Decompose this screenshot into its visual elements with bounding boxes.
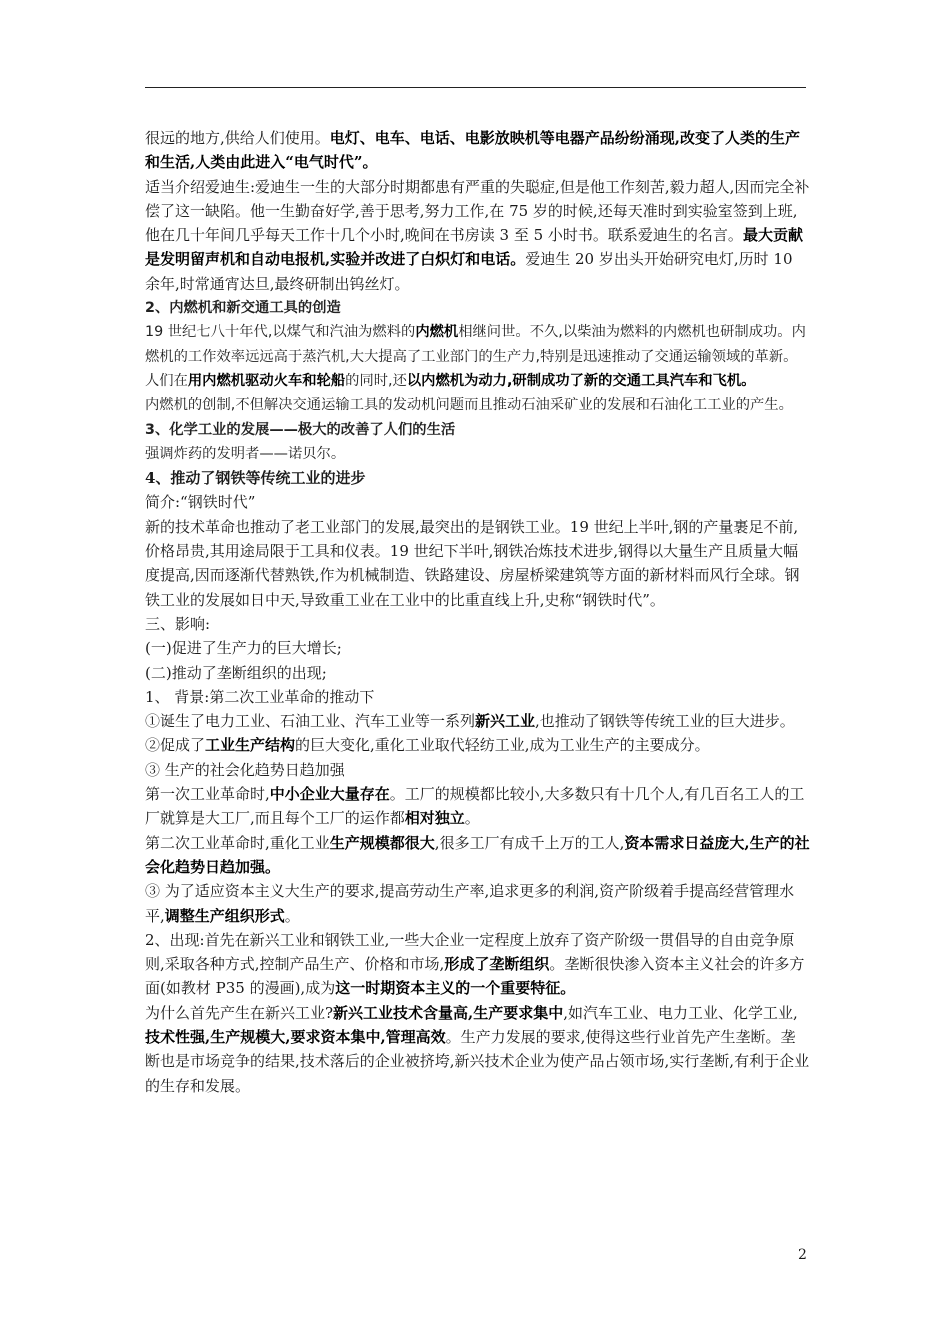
- bold-text: 最大贡献是发明留声机和自动电报机,实验并改进了白炽灯和电话。: [145, 226, 803, 269]
- bold-text: 技术性强,生产规模大,要求资本集中,管理高效: [145, 1027, 446, 1046]
- paragraph: [145, 879, 810, 928]
- bold-text: 新兴工业: [475, 712, 536, 731]
- text: 。生产力发展的要求,使得这些行业首先产生垄断。垄断也是市场竞争的结果,技术落后的企业被挤垮,新兴技术企业为使产品占领市场,实行垄断,有利于企业的生存和发展。: [145, 1027, 810, 1095]
- paragraph: [145, 782, 810, 831]
- text: 。垄断很快渗入资本主义社会的许多方面(如教材 P35 的漫画),成为: [145, 955, 805, 998]
- text: 三、影响:: [145, 614, 211, 633]
- paragraph: [145, 636, 810, 660]
- text: 的同时,还: [345, 372, 407, 389]
- paragraph: [145, 1001, 810, 1098]
- bold-text: 新兴工业技术含量高,生产要求集中: [333, 1003, 564, 1022]
- text: ,很多工厂有成千上万的工人,: [434, 833, 625, 852]
- paragraph: [145, 320, 810, 393]
- text: 很远的地方,供给人们使用。: [145, 129, 330, 147]
- paragraph: [145, 758, 810, 782]
- text: 为什么首先产生在新兴工业?: [145, 1003, 334, 1022]
- bold-text: 内燃机: [415, 324, 459, 341]
- text: (一)促进了生产力的巨大增长;: [145, 639, 342, 658]
- bold-text: 相对独立: [404, 809, 465, 828]
- paragraph: [145, 709, 810, 733]
- text: 第一次工业革命时,: [145, 785, 270, 804]
- bold-text: 这一时期资本主义的一个重要特征。: [335, 979, 576, 998]
- page-number: 2: [798, 1247, 807, 1263]
- text: ③ 为了适应资本主义大生产的要求,提高劳动生产率,追求更多的利润,资产阶级着手提高经营管理水平,: [145, 882, 795, 925]
- text: 19 世纪七八十年代,以煤气和汽油为燃料的: [145, 324, 416, 341]
- text: 4、推动了钢铁等传统工业的进步: [145, 469, 366, 488]
- text: ③ 生产的社会化趋势日趋加强: [145, 760, 345, 779]
- text: 内燃机的创制,不但解决交通运输工具的发动机问题而且推动石油采矿业的发展和石油化工工业的产生。: [145, 397, 793, 414]
- text: 强调炸药的发明者——诺贝尔。: [145, 445, 346, 462]
- paragraph: [145, 831, 810, 880]
- bold-text: 中小企业大量存在: [269, 785, 390, 804]
- bold-text: 以内燃机为动力,研制成功了新的交通工具汽车和飞机。: [406, 372, 756, 389]
- paragraph: [145, 515, 810, 612]
- text: ,也推动了钢铁等传统工业的巨大进步。: [535, 712, 795, 731]
- bold-text: 形成了垄断组织: [444, 955, 550, 974]
- paragraph: [145, 612, 810, 636]
- paragraph: [145, 175, 810, 296]
- text: 相继问世。不久,以柴油为燃料的内燃机也研制成功。内燃机的工作效率远远高于蒸汽机,大大提高了工业部门的生产力,特别是迅速推动了交通运输领域的革新。人们在: [145, 324, 806, 389]
- text: ①诞生了电力工业、石油工业、汽车工业等一系列: [145, 712, 476, 731]
- bold-text: 电灯、电车、电话、电影放映机等电器产品纷纷涌现,改变了人类的生产和生活,人类由此进入“电气时代”。: [145, 129, 801, 172]
- paragraph: [145, 466, 810, 490]
- text: 2、出现:首先在新兴工业和钢铁工业,一些大企业一定程度上放弃了资产阶级一贯倡导的自由竞争原则,采取各种方式,控制产品生产、价格和市场,: [145, 930, 795, 974]
- text: 新的技术革命也推动了老工业部门的发展,最突出的是钢铁工业。19 世纪上半叶,钢的产量裹足不前,价格昂贵,其用途局限于工具和仪表。19 世纪下半叶,钢铁冶炼技术进步,钢得以大量生产且质量大幅度提高,因而逐渐代替熟铁,作为机械制造、铁路建设、房屋桥梁建筑等方面的新材料而风行全球。钢铁工业的发展如日中天,导致重工业在工业中的比重直线上升,史称“钢铁时代”。: [145, 517, 800, 609]
- text: (二)推动了垄断组织的出现;: [145, 663, 327, 682]
- text: 第二次工业革命时,重化工业: [145, 833, 330, 852]
- text: 1、 背景:第二次工业革命的推动下: [145, 687, 375, 706]
- paragraph: [145, 928, 810, 1001]
- bold-text: 资本需求日益庞大,生产的社会化趋势日趋加强。: [145, 833, 810, 876]
- paragraph: [145, 661, 810, 685]
- paragraph: [145, 490, 810, 514]
- bold-text: 用内燃机驱动火车和轮船: [187, 372, 346, 389]
- paragraph: [145, 126, 810, 175]
- text: 2、内燃机和新交通工具的创造: [145, 300, 341, 317]
- text: ②促成了: [145, 736, 206, 755]
- paragraph: [145, 418, 810, 442]
- bold-text: 工业生产结构: [205, 736, 296, 755]
- text: 3、化学工业的发展——极大的改善了人们的生活: [145, 421, 456, 438]
- text: 爱迪生 20 岁出头开始研究电灯,历时 10 余年,时常通宵达旦,最终研制出钨丝灯。: [145, 250, 793, 293]
- text: 。: [284, 906, 300, 925]
- paragraph: [145, 296, 810, 320]
- bold-text: 生产规模都很大: [329, 833, 435, 852]
- text: 的巨大变化,重化工业取代轻纺工业,成为工业生产的主要成分。: [295, 736, 710, 755]
- bold-text: 调整生产组织形式: [164, 906, 285, 925]
- text: 。工厂的规模都比较小,大多数只有十几个人,有几百名工人的工厂就算是大工厂,而且每个工厂的运作都: [145, 785, 805, 828]
- paragraph: [145, 442, 810, 466]
- text: 简介:“钢铁时代”: [145, 493, 256, 512]
- text: 适当介绍爱迪生:爱迪生一生的大部分时期都患有严重的失聪症,但是他工作刻苦,毅力超人,因而完全补偿了这一缺陷。他一生勤奋好学,善于思考,努力工作,在 75 岁的时候,还每天准时到实验室签到上班,他在几十年间几乎每天工作十几个小时,晚间在书房读 3 至 5 小时书。联系爱迪生的名言。: [145, 177, 810, 245]
- paragraph: [145, 733, 810, 757]
- paragraph: [145, 685, 810, 709]
- text: 。: [464, 809, 480, 828]
- text: ,如汽车工业、电力工业、化学工业,: [563, 1003, 798, 1022]
- paragraph: [145, 393, 810, 417]
- page-body: [145, 126, 810, 1098]
- header-rule: [145, 87, 806, 88]
